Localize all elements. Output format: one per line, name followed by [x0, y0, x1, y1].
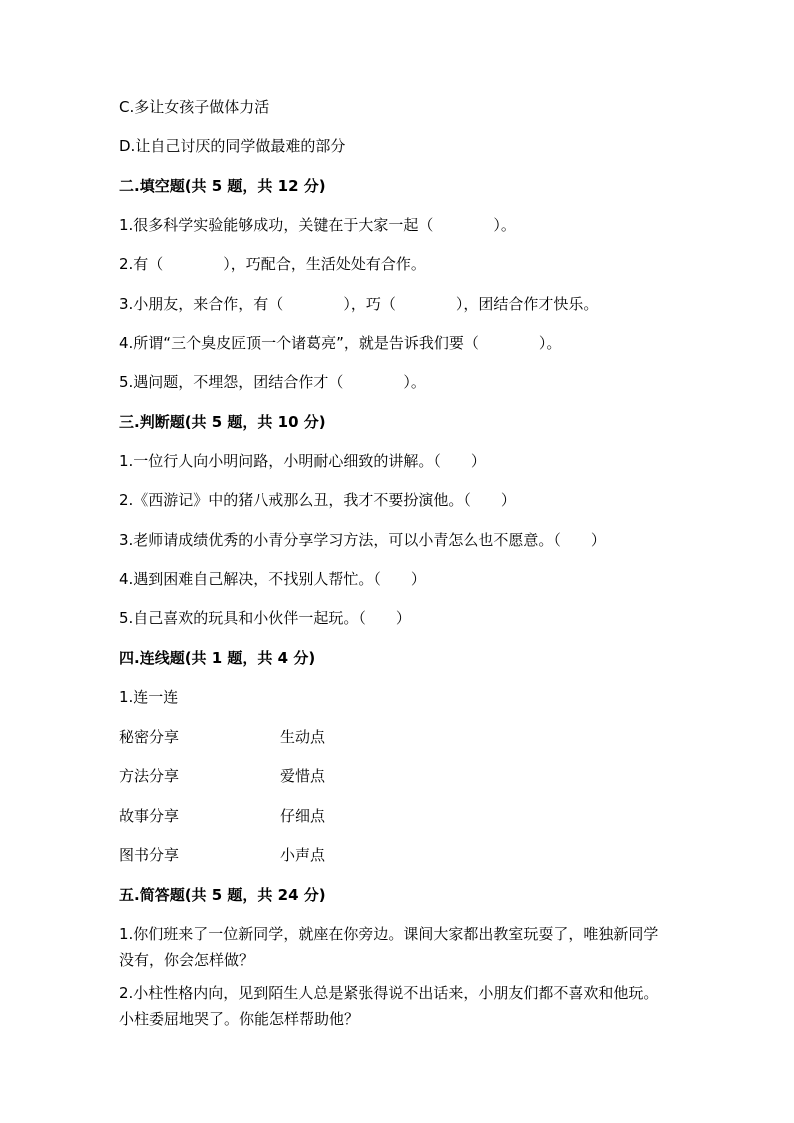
section-heading-matching: 四.连线题(共 1 题，共 4 分): [119, 649, 316, 667]
short-answer-question-1: 1.你们班来了一位新同学，就座在你旁边。课间大家都出教室玩耍了，唯独新同学没有，你会怎样做？: [119, 925, 659, 969]
matching-left-2: 方法分享: [119, 767, 180, 785]
true-false-question-2: 2.《西游记》中的猪八戒那么丑，我才不要扮演他。（ ）: [119, 491, 516, 509]
true-false-question-4: 4.遇到困难自己解决，不找别人帮忙。（ ）: [119, 570, 426, 588]
matching-right-4: 小声点: [280, 846, 326, 864]
section-heading-fill-blank: 二.填空题(共 5 题，共 12 分): [119, 177, 326, 195]
matching-left-3: 故事分享: [119, 807, 180, 825]
fill-blank-question-4: 4.所谓“三个臭皮匠顶一个诸葛亮”，就是告诉我们要（ ）。: [119, 334, 562, 352]
section-heading-true-false: 三.判断题(共 5 题，共 10 分): [119, 413, 326, 431]
option-c: C.多让女孩子做体力活: [119, 98, 270, 116]
true-false-question-1: 1.一位行人向小明问路，小明耐心细致的讲解。（ ）: [119, 452, 486, 470]
matching-question: 1.连一连: [119, 688, 179, 706]
true-false-question-5: 5.自己喜欢的玩具和小伙伴一起玩。（ ）: [119, 609, 411, 627]
fill-blank-question-2: 2.有（ ），巧配合，生活处处有合作。: [119, 255, 426, 273]
matching-right-1: 生动点: [280, 728, 326, 746]
matching-right-3: 仔细点: [280, 807, 326, 825]
section-heading-short-answer: 五.简答题(共 5 题，共 24 分): [119, 886, 326, 904]
option-d: D.让自己讨厌的同学做最难的部分: [119, 137, 346, 155]
fill-blank-question-3: 3.小朋友，来合作，有（ ），巧（ ），团结合作才快乐。: [119, 295, 599, 313]
short-answer-question-2: 2.小柱性格内向，见到陌生人总是紧张得说不出话来，小朋友们都不喜欢和他玩。小柱委屈地哭了。你能怎样帮助他？: [119, 984, 659, 1028]
fill-blank-question-1: 1.很多科学实验能够成功，关键在于大家一起（ ）。: [119, 216, 516, 234]
fill-blank-question-5: 5.遇问题，不埋怨，团结合作才（ ）。: [119, 373, 426, 391]
matching-left-4: 图书分享: [119, 846, 180, 864]
matching-right-2: 爱惜点: [280, 767, 326, 785]
matching-left-1: 秘密分享: [119, 728, 180, 746]
true-false-question-3: 3.老师请成绩优秀的小青分享学习方法，可以小青怎么也不愿意。（ ）: [119, 531, 606, 549]
